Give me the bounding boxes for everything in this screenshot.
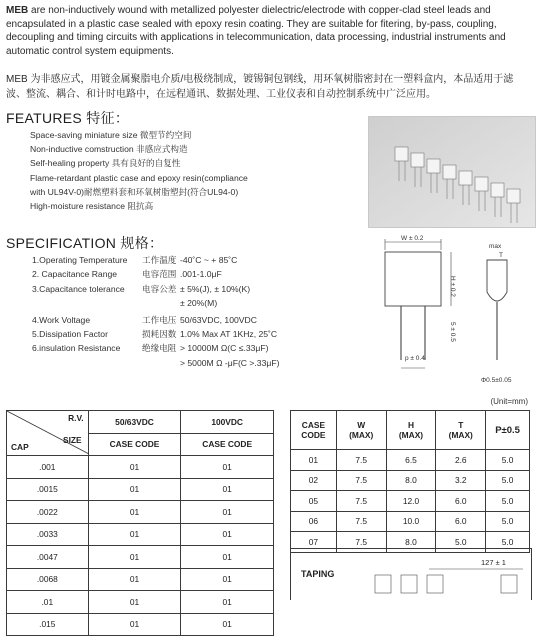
table-cell: 01 [88, 501, 181, 524]
table-row [7, 591, 274, 614]
taping-dimension: 127 ± 1 [481, 558, 506, 567]
table-cell: 06 [291, 511, 337, 532]
table-row [7, 546, 274, 569]
header-cell [336, 411, 386, 450]
spec-name [32, 296, 142, 310]
table-row [7, 501, 274, 524]
table-row [291, 450, 530, 471]
table-cell: 6.0 [436, 491, 486, 512]
table-cell: 5.0 [486, 491, 530, 512]
d-label: Φ0.5±0.05 [481, 377, 512, 384]
header-line: CASE [301, 420, 326, 430]
header-line: (MAX) [448, 430, 473, 440]
table-cell: 8.0 [386, 470, 436, 491]
t-label: T [499, 252, 503, 259]
table-cell: 5.0 [486, 470, 530, 491]
diagonal-header-cell [7, 411, 89, 456]
spec-name-cn: 工作电压 [142, 314, 177, 325]
table-cell: 01 [88, 546, 181, 569]
max-label: max [489, 243, 502, 250]
case-code-table [6, 410, 274, 636]
table-cell: .015 [7, 613, 89, 636]
spec-name-cn: 工作温度 [142, 255, 177, 265]
table-row [291, 470, 530, 491]
dimension-table [290, 410, 530, 553]
size-label: SIZE [63, 435, 82, 445]
table-row [7, 478, 274, 501]
table-cell: .001 [7, 456, 89, 479]
table-row [7, 613, 274, 636]
header-cell [436, 411, 486, 450]
spec-name: 3.Capacitance tolerance [32, 283, 125, 294]
spec-name-cn: 损耗因数 [142, 329, 177, 340]
w-label: W ± 0.2 [401, 235, 424, 242]
table-cell: 01 [181, 478, 274, 501]
header-cell [386, 411, 436, 450]
header-line: W [357, 420, 366, 430]
table-cell: .0047 [7, 546, 89, 569]
header-cell [291, 411, 337, 450]
table-cell: 01 [181, 568, 274, 591]
table-row [291, 491, 530, 512]
table-cell: 01 [291, 450, 337, 471]
table-cell: 01 [181, 523, 274, 546]
lead-label: 5 ± 0.5 [449, 322, 456, 342]
table-cell: 01 [88, 591, 181, 614]
table-cell: 01 [181, 613, 274, 636]
spec-value: > 5000M Ω -μF(C >.33μF) [180, 357, 280, 368]
table-cell: 5.0 [486, 450, 530, 471]
features-list [30, 128, 248, 213]
header-line: (MAX) [349, 430, 374, 440]
spec-row [32, 253, 279, 267]
table-cell: .0015 [7, 478, 89, 501]
capacitor-front-view [385, 252, 441, 306]
header-line: H [407, 420, 415, 430]
spec-name: 1.Operating Temperature [32, 255, 128, 265]
feature-item: with UL94V-0)耐燃塑料套和环氧树脂塑封(符合UL94-0) [30, 186, 239, 197]
table-cell: 10.0 [386, 511, 436, 532]
spec-value: ± 5%(J), ± 10%(K) [180, 283, 251, 294]
table-header-row [291, 411, 530, 450]
table-header-row [7, 411, 274, 434]
spec-row [32, 327, 279, 341]
table-cell: 6.0 [436, 511, 486, 532]
table-cell: .0068 [7, 568, 89, 591]
table-cell: 7.5 [336, 511, 386, 532]
spec-value: -40˚C ~ + 85˚C [180, 255, 238, 265]
brand-name: MEB [6, 5, 29, 16]
table-cell: 01 [88, 523, 181, 546]
spec-name: 6.insulation Resistance [32, 343, 121, 354]
p-label: p ± 0.4 [405, 355, 425, 362]
spec-row [32, 356, 279, 370]
spec-name-cn: 电容公差 [142, 283, 177, 294]
table-cell: 01 [88, 456, 181, 479]
rv-label: R.V. [68, 413, 84, 423]
spec-name-cn: 绝缘电阻 [142, 343, 177, 354]
intro-chinese: MEB 为非感应式，用镀金属聚脂电介质/电极绕制成，镀锡铜包钢线，用环氧树脂密封在一塑料盒内，本品适用于滤波、整流、耦合、和计时电路中，在远程通讯、数据处理、工业仪表和自动控制系统中广泛应用。 [6, 74, 514, 100]
table-row [7, 568, 274, 591]
taping-label: TAPING [301, 569, 335, 579]
case-code-header: CASE CODE [88, 433, 181, 456]
feature-item: Flame-retardant plastic case and epoxy resin(compliance [30, 172, 248, 183]
case-code-header: CASE CODE [181, 433, 274, 456]
table-cell: 05 [291, 491, 337, 512]
spec-name [32, 356, 142, 370]
table-row [7, 456, 274, 479]
table-cell: 7.5 [336, 491, 386, 512]
spec-value: .001-1.0μF [180, 269, 222, 280]
header-line: T [458, 420, 464, 430]
taping-drawing [291, 549, 531, 600]
table-cell: 5.0 [486, 511, 530, 532]
table-cell: 7.5 [336, 532, 386, 553]
table-cell: 01 [181, 456, 274, 479]
capacitor-side-view [487, 260, 507, 301]
table-cell: 7.5 [336, 470, 386, 491]
spec-row [32, 313, 279, 327]
table-cell: 07 [291, 532, 337, 553]
table-cell: .0022 [7, 501, 89, 524]
specification-heading: SPECIFICATION 规格： [6, 235, 164, 251]
table-cell: 7.5 [336, 450, 386, 471]
header-line: (MAX) [398, 430, 424, 440]
header-cell [486, 411, 530, 450]
spec-name-cn [142, 296, 180, 310]
table-cell: 02 [291, 470, 337, 491]
spec-row [32, 341, 279, 355]
table-cell: 01 [88, 613, 181, 636]
features-heading: FEATURES 特征： [6, 110, 130, 126]
table-cell: .0033 [7, 523, 89, 546]
spec-name-cn: 电容范围 [142, 269, 177, 280]
product-photo [368, 116, 536, 228]
voltage-header: 50/63VDC [88, 411, 181, 434]
table-cell: 01 [181, 501, 274, 524]
table-cell: 01 [181, 546, 274, 569]
spec-value: > 10000M Ω(C ≤.33μF) [180, 343, 269, 354]
table-cell: 3.2 [436, 470, 486, 491]
spec-value: ± 20%(M) [180, 298, 218, 309]
feature-item: High-moisture resistance 阻抗高 [30, 201, 154, 212]
table-cell: 5.0 [436, 532, 486, 553]
table-cell: 5.0 [486, 532, 530, 553]
spec-row [32, 296, 279, 310]
spec-value: 1.0% Max AT 1KHz, 25˚C [180, 329, 278, 340]
spec-row [32, 282, 279, 296]
feature-item: Self-healing property 具有良好的自复性 [30, 158, 181, 169]
table-cell: 12.0 [386, 491, 436, 512]
table-row [291, 511, 530, 532]
table-cell: 8.0 [386, 532, 436, 553]
feature-item: Non-inductive comstruction 非感应式构造 [30, 144, 188, 155]
unit-label: (Unit=mm) [490, 397, 528, 406]
table-cell: 01 [181, 591, 274, 614]
table-cell: 6.5 [386, 450, 436, 471]
h-label: H ± 0.2 [449, 276, 456, 297]
cap-label: CAP [11, 442, 29, 452]
header-line: CODE [301, 430, 326, 440]
intro-english [6, 4, 531, 58]
table-cell: 01 [88, 568, 181, 591]
header-line: P±0.5 [495, 424, 520, 436]
table-cell: 01 [88, 478, 181, 501]
table-cell: .01 [7, 591, 89, 614]
table-cell: 2.6 [436, 450, 486, 471]
spec-name: 5.Dissipation Factor [32, 329, 108, 340]
spec-name: 2. Capacitance Range [32, 269, 118, 280]
spec-row [32, 267, 279, 281]
table-row [7, 523, 274, 546]
spec-name-cn [142, 356, 180, 370]
dimension-drawing [371, 230, 534, 390]
taping-section [290, 548, 532, 600]
voltage-header: 100VDC [181, 411, 274, 434]
intro-english-text: are non-inductively wound with metallized polyester dielectric/electrode with copper-clad steel leads and encapsulated in a plastic case sealed with epoxy resin coating. They are suitable for fitering, by-pass, coupling, decoupling and timing circuits with applications in telecommunication, data processing, industrial instruments and automatic control system equipments. [6, 5, 506, 57]
spec-name: 4.Work Voltage [32, 314, 91, 325]
spec-list [32, 253, 279, 370]
feature-item: Space-saving miniature size 微型节约空间 [30, 130, 192, 140]
spec-value: 50/63VDC, 100VDC [180, 314, 257, 325]
